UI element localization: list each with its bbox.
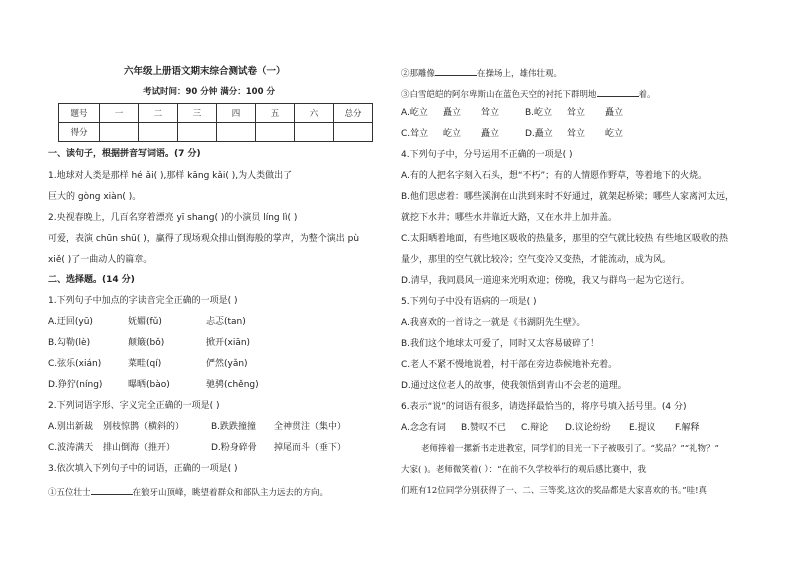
exam-meta: 考试时间：90 分钟 满分：100 分 [143, 87, 275, 97]
option-word: 掀开(xiān) [206, 338, 251, 348]
option-word: D.狰狞(níng) [48, 380, 103, 390]
q6-stem: 6.表示“说”的词语有很多，请选择最恰当的，将序号填入括号里。(4 分) [401, 402, 687, 412]
q4-option-line: 就挖下水井；哪些水井靠近大路，又在水井上加井盖。 [401, 213, 618, 223]
table-cell: 五 [256, 104, 295, 123]
option-word: 耸立 [481, 108, 500, 118]
fill-blank[interactable] [435, 66, 477, 76]
q4-option-line[interactable]: C.太阳晒着地面，有些地区吸收的热量多，那里的空气就比较热 有些地区吸收的热 [401, 234, 729, 244]
option-word: 俨然(yǎn) [206, 359, 248, 369]
option-word: B.屹立 [525, 108, 553, 118]
fill-blank[interactable] [597, 87, 639, 97]
option-word: C.辩论 [521, 423, 549, 433]
score-table-score-row [59, 123, 373, 142]
q3-options-row[interactable] [401, 108, 623, 119]
option-word: 掉尾而斗（垂下） [274, 443, 347, 453]
q1-option-a[interactable] [48, 317, 246, 328]
section1-line: 1.地球对人类是那样 hé ǎi( ),那样 kāng kǎi( ),为人类做出了 [48, 171, 293, 181]
option-word: 菜畦(qí) [128, 359, 162, 369]
q6-passage-line: 大家( )。老师微笑着( ）：“在前不久学校举行的观后感比赛中，我 [401, 465, 646, 475]
q4-option-line[interactable]: A.有的人把名字刻入石头，想“不朽”；有的人情愿作野草，等着地下的火烧。 [401, 171, 708, 181]
option-word: A.念念有词 [401, 423, 446, 433]
table-cell: 三 [178, 104, 217, 123]
score-table [58, 103, 373, 142]
q2-stem: 2.下列词语字形、字义完全正确的一项是( ) [48, 401, 220, 411]
section1-title: 一、读句子，根据拼音写词语。(7 分) [48, 149, 201, 159]
sentence-text: 着。 [638, 90, 656, 100]
option-word: D.粉身碎骨 [211, 443, 257, 453]
section1-line: 2.央视春晚上，几百名穿着漂亮 yī shang( )的小演员 líng lì( ) [48, 213, 298, 223]
option-word: A.别出新裁 [48, 422, 93, 432]
table-cell: 二 [139, 104, 178, 123]
q4-option-line[interactable]: B.他们思虑着：哪些溪涧在山洪到来时不好通过，就架起桥梁；哪些人家离河太远， [401, 192, 735, 202]
section2-title: 二、选择题。(14 分) [48, 275, 135, 285]
q5-option-line[interactable]: A.我喜欢的一首诗之一就是《书湖阴先生壁》。 [401, 318, 586, 328]
score-input-cell[interactable] [256, 123, 295, 142]
option-word: 曝晒(bào) [128, 380, 170, 390]
q2-options-row[interactable] [48, 422, 346, 433]
option-word: C.弦乐(xián) [48, 359, 102, 369]
option-word: D.矗立 [525, 129, 553, 139]
option-word: B.勾勒(lè) [48, 338, 91, 348]
q2-options-row[interactable] [48, 443, 346, 454]
table-cell: 得分 [59, 123, 100, 142]
q1-option-b[interactable] [48, 338, 250, 349]
option-word: 排山倒海（推开） [103, 443, 176, 453]
option-word: 颠簸(bǒ) [128, 338, 165, 348]
table-cell: 题号 [59, 104, 100, 123]
option-word: 别枝惊鹊（横斜的） [103, 422, 185, 432]
q3-sentence-3 [401, 87, 656, 101]
score-input-cell[interactable] [178, 123, 217, 142]
q3-sentence-2 [401, 66, 562, 80]
q5-option-line[interactable]: C.老人不紧不慢地说着，村干部在旁边恭候地补充着。 [401, 360, 618, 370]
option-word: 矗立 [605, 108, 624, 118]
section1-line: 可爱，表演 chūn shū( )，赢得了现场观众排山倒海般的掌声，为整个演出 pù [48, 234, 360, 244]
table-cell: 四 [217, 104, 256, 123]
option-word: E.提议 [629, 423, 656, 433]
section1-line: xiě( )了一曲动人的篇章。 [48, 255, 153, 265]
option-word: B.跌跌撞撞 [211, 422, 257, 432]
q1-option-c[interactable] [48, 359, 248, 370]
option-word: C.波涛满天 [48, 443, 94, 453]
option-word: 矗立 [481, 129, 500, 139]
exam-title: 六年级上册语文期末综合测试卷（一） [124, 66, 286, 77]
score-input-cell[interactable] [295, 123, 334, 142]
table-cell: 一 [100, 104, 139, 123]
score-table-header-row [59, 104, 373, 123]
score-input-cell[interactable] [334, 123, 373, 142]
option-word: A.迂回(yū) [48, 317, 93, 327]
q5-option-line[interactable]: B.我们这个地球太可爱了，同时又太容易破碎了！ [401, 339, 600, 349]
option-word: 屹立 [605, 129, 624, 139]
q6-passage-line: 们班有12位同学分别获得了一、二、三等奖,这次的奖品都是大家喜欢的书。”哇!真 [401, 486, 708, 496]
option-word: 全神贯注（集中） [274, 422, 347, 432]
option-word: 耸立 [567, 129, 586, 139]
option-word: D.议论纷纷 [565, 423, 611, 433]
option-word: C.耸立 [401, 129, 429, 139]
q4-option-line[interactable]: D.清早，我同晨风一道迎来光明欢迎；傍晚，我又与群鸟一起为它送行。 [401, 276, 690, 286]
sentence-text: 在狼牙山顶峰，眺望着群众和部队主力远去的方向。 [132, 488, 329, 498]
option-word: 耸立 [567, 108, 586, 118]
score-input-cell[interactable] [139, 123, 178, 142]
table-cell: 六 [295, 104, 334, 123]
option-word: 矗立 [443, 108, 462, 118]
q3-stem: 3.依次填入下列句子中的词语，正确的一项是( ) [48, 464, 238, 474]
q6-passage-line: 老师捧着一摞新书走进教室，同学们的目光一下子被吸引了。“奖品？”“礼物？” [421, 444, 719, 454]
q1-option-d[interactable] [48, 380, 259, 391]
option-word: B.赞叹不已 [461, 423, 507, 433]
option-word: F.解释 [675, 423, 700, 433]
option-word: 驰骋(chěng) [206, 380, 259, 390]
option-word: A.屹立 [401, 108, 428, 118]
score-input-cell[interactable] [100, 123, 139, 142]
sentence-text: ②那雕像 [401, 69, 436, 79]
table-cell: 总分 [334, 104, 373, 123]
q4-stem: 4.下列句子中，分号运用不正确的一项是( ) [401, 150, 573, 160]
option-word: 屹立 [443, 129, 462, 139]
section1-line: 巨大的 gòng xiàn( )。 [48, 192, 142, 202]
option-word: 妩媚(fǔ) [128, 317, 162, 327]
q5-stem: 5.下列句子中没有语病的一项是( ) [401, 297, 537, 307]
q4-option-line: 量少，那里的空气就比较冷；空气变冷又变热，才能流动，成为风。 [401, 255, 672, 265]
sentence-text: ③白雪皑皑的阿尔卑斯山在蓝色天空的衬托下群明地 [401, 90, 597, 100]
fill-blank[interactable] [91, 485, 133, 495]
q3-sentence-1 [48, 485, 328, 499]
q6-options-row[interactable] [401, 423, 700, 434]
sentence-text: 在操场上，雄伟壮观。 [477, 69, 563, 79]
sentence-text: ①五位壮士 [48, 488, 91, 498]
q1-stem: 1.下列句子中加点的字读音完全正确的一项是( ) [48, 296, 238, 306]
q5-option-line[interactable]: D.通过这位老人的故事，使我领悟到青山不会老的道理。 [401, 381, 627, 391]
score-input-cell[interactable] [217, 123, 256, 142]
option-word: 忐忑(tan) [206, 317, 246, 327]
q3-options-row[interactable] [401, 129, 623, 140]
